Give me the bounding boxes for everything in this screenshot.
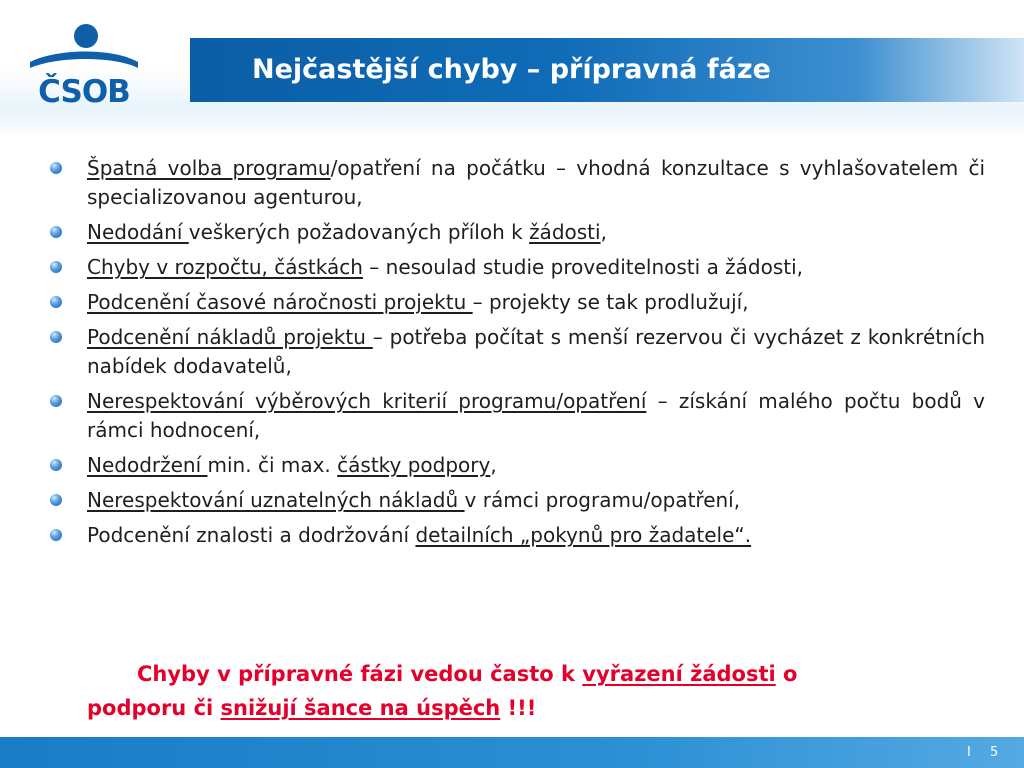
blue-sphere-bullet-icon (50, 395, 62, 407)
underlined-term: Nerespektování výběrových kriterií programu/opatření (87, 389, 647, 413)
bullet-list (50, 154, 985, 550)
underlined-term: Nedodržení (87, 453, 208, 477)
csob-logo-icon (28, 22, 140, 77)
conclusion-text (87, 657, 887, 725)
underlined-term: Podcenění nákladů projektu (87, 325, 373, 349)
blue-sphere-bullet-icon (50, 459, 62, 471)
item-text: – potřeba počítat s menší rezervou či vycházet z konkrétních nabídek dodavatelů, (87, 325, 985, 378)
list-item (50, 253, 985, 282)
item-text: v rámci programu/opatření, (464, 488, 741, 512)
list-item (50, 521, 985, 550)
blue-sphere-bullet-icon (50, 331, 62, 343)
blue-sphere-bullet-icon (50, 296, 62, 308)
slide-content (50, 154, 985, 556)
underlined-term: žádosti (529, 220, 601, 244)
underlined-term: Nerespektování uznatelných nákladů (87, 488, 465, 512)
list-item (50, 154, 985, 212)
blue-sphere-bullet-icon (50, 162, 62, 174)
blue-sphere-bullet-icon (50, 529, 62, 541)
item-text: – projekty se tak prodlužují, (472, 290, 749, 314)
underlined-term: detailních „pokynů pro žadatele“. (415, 523, 752, 547)
underlined-term: Chyby v rozpočtu, částkách (87, 255, 363, 279)
conclusion-part: !!! (500, 696, 537, 720)
slide-header (0, 0, 1024, 140)
item-text: veškerých požadovaných příloh k (188, 220, 530, 244)
underlined-term: částky podpory (337, 453, 491, 477)
conclusion-part: Chyby v přípravné fázi vedou často k (137, 662, 583, 686)
csob-logo (28, 22, 140, 112)
item-text: min. či max. (207, 453, 338, 477)
item-text: , (490, 453, 497, 477)
list-item (50, 486, 985, 515)
item-text: /opatření na počátku – vhodná konzultace s vyhlašovatelem či specializovanou agenturou, (87, 156, 986, 209)
footer-separator: I (967, 745, 971, 760)
page-number: 5 (990, 745, 999, 760)
item-text: , (600, 220, 607, 244)
item-text: – získání malého počtu bodů v rámci hodnocení, (87, 389, 986, 442)
conclusion-emphasis: vyřazení žádosti (582, 662, 776, 686)
slide-title: Nejčastější chyby – přípravná fáze (252, 54, 771, 85)
list-item (50, 323, 985, 381)
underlined-term: Podcenění časové náročnosti projektu (87, 290, 473, 314)
list-item (50, 288, 985, 317)
underlined-term: Špatná volba programu (87, 156, 331, 180)
logo-text: ČSOB (38, 74, 130, 110)
item-text: – nesoulad studie proveditelnosti a žádosti, (362, 255, 804, 279)
blue-sphere-bullet-icon (50, 494, 62, 506)
slide-footer (0, 737, 1024, 768)
list-item (50, 451, 985, 480)
blue-sphere-bullet-icon (50, 226, 62, 238)
list-item (50, 387, 985, 445)
conclusion-part: o podporu či (87, 662, 798, 720)
conclusion-emphasis: snižují šance na úspěch (220, 696, 501, 720)
underlined-term: Nedodání (87, 220, 189, 244)
item-text: Podcenění znalosti a dodržování (87, 523, 416, 547)
blue-sphere-bullet-icon (50, 261, 62, 273)
list-item (50, 218, 985, 247)
